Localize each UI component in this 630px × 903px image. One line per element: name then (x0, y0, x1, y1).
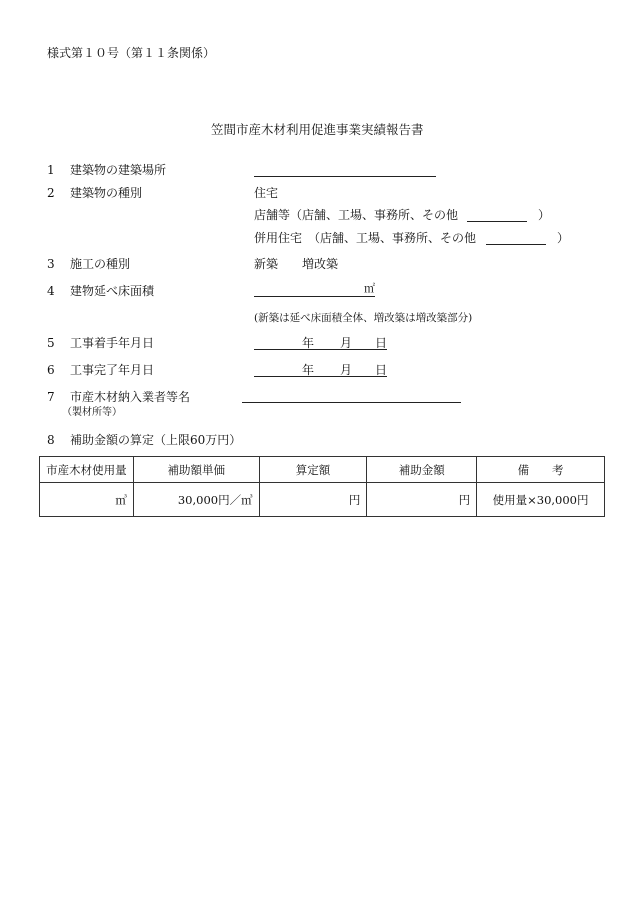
mixed-other-close-paren: ） (557, 231, 570, 245)
construction-type-label: 施工の種別 (70, 257, 131, 271)
subsidy-amount-unit: 円 (458, 492, 471, 507)
supplier-input-line[interactable] (242, 402, 461, 403)
calc-amount-unit: 円 (348, 492, 361, 507)
item-number-6: 6 (47, 363, 55, 377)
building-location-input-line[interactable] (254, 176, 436, 177)
start-date-day: 日 (375, 336, 388, 350)
header-calc-amount: 算定額 (259, 457, 367, 483)
construction-type-new: 新築 (254, 257, 279, 271)
item-number-8: 8 (47, 433, 55, 447)
subsidy-label: 補助金額の算定（上限60万円） (70, 433, 242, 447)
building-type-option-store: 店舗等（店舗、工場、事務所、その他 (254, 208, 459, 222)
header-usage: 市産木材使用量 (40, 457, 134, 483)
table-header-row (40, 457, 605, 483)
start-date-label: 工事着手年月日 (70, 336, 155, 350)
store-other-close-paren: ） (538, 208, 551, 222)
start-date-year: 年 (302, 336, 315, 350)
start-date-month: 月 (340, 336, 353, 350)
floor-area-input-line[interactable] (254, 296, 375, 297)
item-number-2: 2 (47, 186, 55, 200)
building-location-label: 建築物の建築場所 (70, 163, 167, 177)
completion-date-day: 日 (375, 363, 388, 377)
item-number-4: 4 (47, 284, 55, 298)
usage-unit: ㎥ (115, 492, 127, 507)
supplier-sublabel: （製材所等） (62, 407, 122, 418)
floor-area-note: (新築は延べ床面積全体、増改築は増改築部分) (254, 312, 473, 324)
item-number-5: 5 (47, 336, 55, 350)
calc-amount-cell[interactable] (259, 483, 367, 517)
building-type-option-mixed: 併用住宅 （店舗、工場、事務所、その他 (254, 231, 477, 245)
table-row (40, 483, 605, 517)
item-number-3: 3 (47, 257, 55, 271)
floor-area-unit: ㎡ (364, 282, 375, 295)
building-type-option-house: 住宅 (254, 186, 279, 200)
start-date-input-line[interactable] (254, 349, 387, 350)
page-title: 笠間市産木材利用促進事業実績報告書 (211, 122, 424, 137)
form-number: 様式第１０号（第１１条関係） (47, 46, 216, 60)
completion-date-input-line[interactable] (254, 376, 387, 377)
item-number-1: 1 (47, 163, 55, 177)
item-number-7: 7 (47, 390, 55, 404)
subsidy-calculation-table (39, 456, 605, 517)
mixed-other-input-line[interactable] (486, 244, 546, 245)
construction-type-extension: 増改築 (302, 257, 339, 271)
floor-area-label: 建物延べ床面積 (70, 284, 155, 298)
header-unit-price: 補助額単価 (133, 457, 259, 483)
completion-date-label: 工事完了年月日 (70, 363, 155, 377)
building-type-label: 建築物の種別 (70, 186, 143, 200)
completion-date-year: 年 (302, 363, 315, 377)
unit-price-cell: 30,000円／㎥ (133, 483, 259, 517)
header-remarks: 備 考 (477, 457, 605, 483)
store-other-input-line[interactable] (467, 221, 527, 222)
completion-date-month: 月 (340, 363, 353, 377)
header-subsidy-amount: 補助金額 (367, 457, 477, 483)
remarks-cell: 使用量×30,000円 (477, 483, 605, 517)
subsidy-amount-cell[interactable] (367, 483, 477, 517)
supplier-label: 市産木材納入業者等名 (70, 390, 191, 404)
usage-cell[interactable] (40, 483, 134, 517)
